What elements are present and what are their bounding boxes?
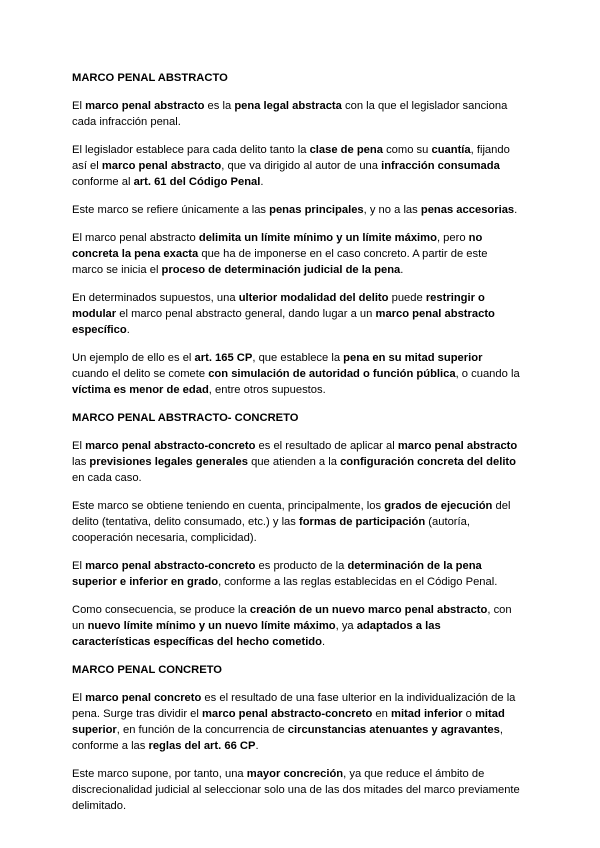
paragraph (72, 202, 520, 218)
paragraph (72, 690, 520, 754)
bold-text: art. 165 CP (194, 352, 253, 364)
text-run: . (321, 636, 326, 648)
text-run: (autoría, cooperación necesaria, complicidad). (72, 516, 470, 544)
paragraph (72, 766, 520, 814)
bold-text: proceso de determinación judicial de la pena (161, 264, 401, 276)
text-run: que atienden a la (248, 456, 341, 468)
text-run: , o cuando la (455, 368, 520, 380)
bold-text: mayor concreción (246, 768, 344, 780)
text-run: , conforme a las (72, 724, 503, 752)
bold-text: marco penal abstracto (85, 100, 205, 112)
text-run: es la (204, 100, 235, 112)
paragraph (72, 438, 520, 486)
text-run: , y no a las (363, 204, 421, 216)
text-run: Este marco se obtiene teniendo en cuenta, principalmente, los (72, 500, 385, 512)
text-run: cuando el delito se comete (72, 368, 209, 380)
text-run: . (255, 740, 259, 752)
paragraph (72, 230, 520, 278)
bold-text: nuevo límite mínimo y un nuevo límite máximo (87, 620, 336, 632)
bold-text: ulterior modalidad del delito (238, 292, 389, 304)
text-run: . (126, 324, 130, 336)
bold-text: art. 61 del Código Penal (133, 176, 261, 188)
text-run: puede (388, 292, 426, 304)
text-run: El (72, 440, 86, 452)
text-run: , pero (436, 232, 469, 244)
document-body (72, 70, 520, 814)
bold-text: clase de pena (309, 144, 383, 156)
text-run: Como consecuencia, se produce la (72, 604, 250, 616)
bold-text: mitad inferior (391, 708, 463, 720)
section-heading: MARCO PENAL CONCRETO (72, 664, 223, 676)
text-run: Este marco supone, por tanto, una (72, 768, 247, 780)
text-run: como su (382, 144, 432, 156)
text-run: en (372, 708, 391, 720)
bold-text: marco penal abstracto (397, 440, 518, 452)
section-heading: MARCO PENAL ABSTRACTO- CONCRETO (72, 412, 299, 424)
bold-text: pena legal abstracta (234, 100, 342, 112)
bold-text: reglas del art. 66 CP (148, 740, 256, 752)
bold-text: pena en su mitad superior (343, 352, 483, 364)
text-run: Un ejemplo de ello es el (72, 352, 195, 364)
bold-text: mitad superior (72, 708, 505, 736)
bold-text: adaptados a las características específicas del hecho cometido (72, 620, 441, 648)
text-run: , con un (72, 604, 512, 632)
text-run: en cada caso. (72, 472, 142, 484)
paragraph (72, 602, 520, 650)
bold-text: marco penal abstracto-concreto (201, 708, 373, 720)
bold-text: con simulación de autoridad o función pública (208, 368, 456, 380)
paragraph (72, 350, 520, 398)
bold-text: circunstancias atenuantes y agravantes (287, 724, 500, 736)
text-run: El (72, 100, 86, 112)
paragraph (72, 98, 520, 130)
text-run: , que va dirigido al autor de una (221, 160, 382, 172)
bold-text: víctima es menor de edad (72, 384, 209, 396)
paragraph (72, 558, 520, 590)
text-run: Este marco se refiere únicamente a las (72, 204, 270, 216)
text-run: , fijando así el (72, 144, 510, 172)
text-run: es el resultado de aplicar al (255, 440, 398, 452)
text-run: , ya que reduce el ámbito de discrecionalidad judicial al seleccionar solo una de las dos mitades del marco previamente delimitado. (72, 768, 520, 812)
text-run: El marco penal abstracto (72, 232, 199, 244)
text-run: , ya (335, 620, 357, 632)
text-run: es el resultado de una fase ulterior en la individualización de la pena. Surge tras dividir el (72, 692, 516, 720)
bold-text: marco penal concreto (85, 692, 202, 704)
text-run: . (260, 176, 264, 188)
text-run: o (462, 708, 475, 720)
text-run: El (72, 560, 86, 572)
paragraph (72, 290, 520, 338)
text-run: , en función de la concurrencia de (116, 724, 288, 736)
text-run: , entre otros supuestos. (208, 384, 326, 396)
bold-text: formas de participación (298, 516, 426, 528)
text-run: . (514, 204, 518, 216)
bold-text: marco penal abstracto-concreto (85, 560, 256, 572)
bold-text: creación de un nuevo marco penal abstracto (249, 604, 488, 616)
section-heading: MARCO PENAL ABSTRACTO (72, 72, 228, 84)
text-run: que ha de imponerse en el caso concreto. A partir de este marco se inicia el (72, 248, 488, 276)
paragraph (72, 498, 520, 546)
bold-text: marco penal abstracto-concreto (85, 440, 256, 452)
text-run: En determinados supuestos, una (72, 292, 239, 304)
paragraph (72, 142, 520, 190)
text-run: El legislador establece para cada delito tanto la (72, 144, 310, 156)
text-run: conforme al (72, 176, 134, 188)
bold-text: marco penal abstracto (101, 160, 222, 172)
bold-text: marco penal abstracto específico (72, 308, 495, 336)
text-run: , conforme a las reglas establecidas en el Código Penal. (218, 576, 498, 588)
bold-text: delimita un límite mínimo y un límite máximo (198, 232, 437, 244)
text-run: es producto de la (255, 560, 348, 572)
bold-text: configuración concreta del delito (340, 456, 516, 468)
bold-text: penas accesorias (420, 204, 515, 216)
text-run: el marco penal abstracto general, dando lugar a un (116, 308, 376, 320)
bold-text: restringir o modular (72, 292, 485, 320)
bold-text: no concreta la pena exacta (72, 232, 483, 260)
bold-text: previsiones legales generales (89, 456, 248, 468)
bold-text: cuantía (431, 144, 471, 156)
bold-text: grados de ejecución (384, 500, 493, 512)
text-run: , que establece la (252, 352, 344, 364)
text-run: . (400, 264, 404, 276)
text-run: El (72, 692, 86, 704)
bold-text: infracción consumada (381, 160, 500, 172)
text-run: las (72, 456, 90, 468)
bold-text: penas principales (269, 204, 364, 216)
bold-text: determinación de la pena superior e inferior en grado (72, 560, 482, 588)
text-run: con la que el legislador sanciona cada infracción penal. (72, 100, 508, 128)
text-run: del delito (tentativa, delito consumado, etc.) y las (72, 500, 511, 528)
